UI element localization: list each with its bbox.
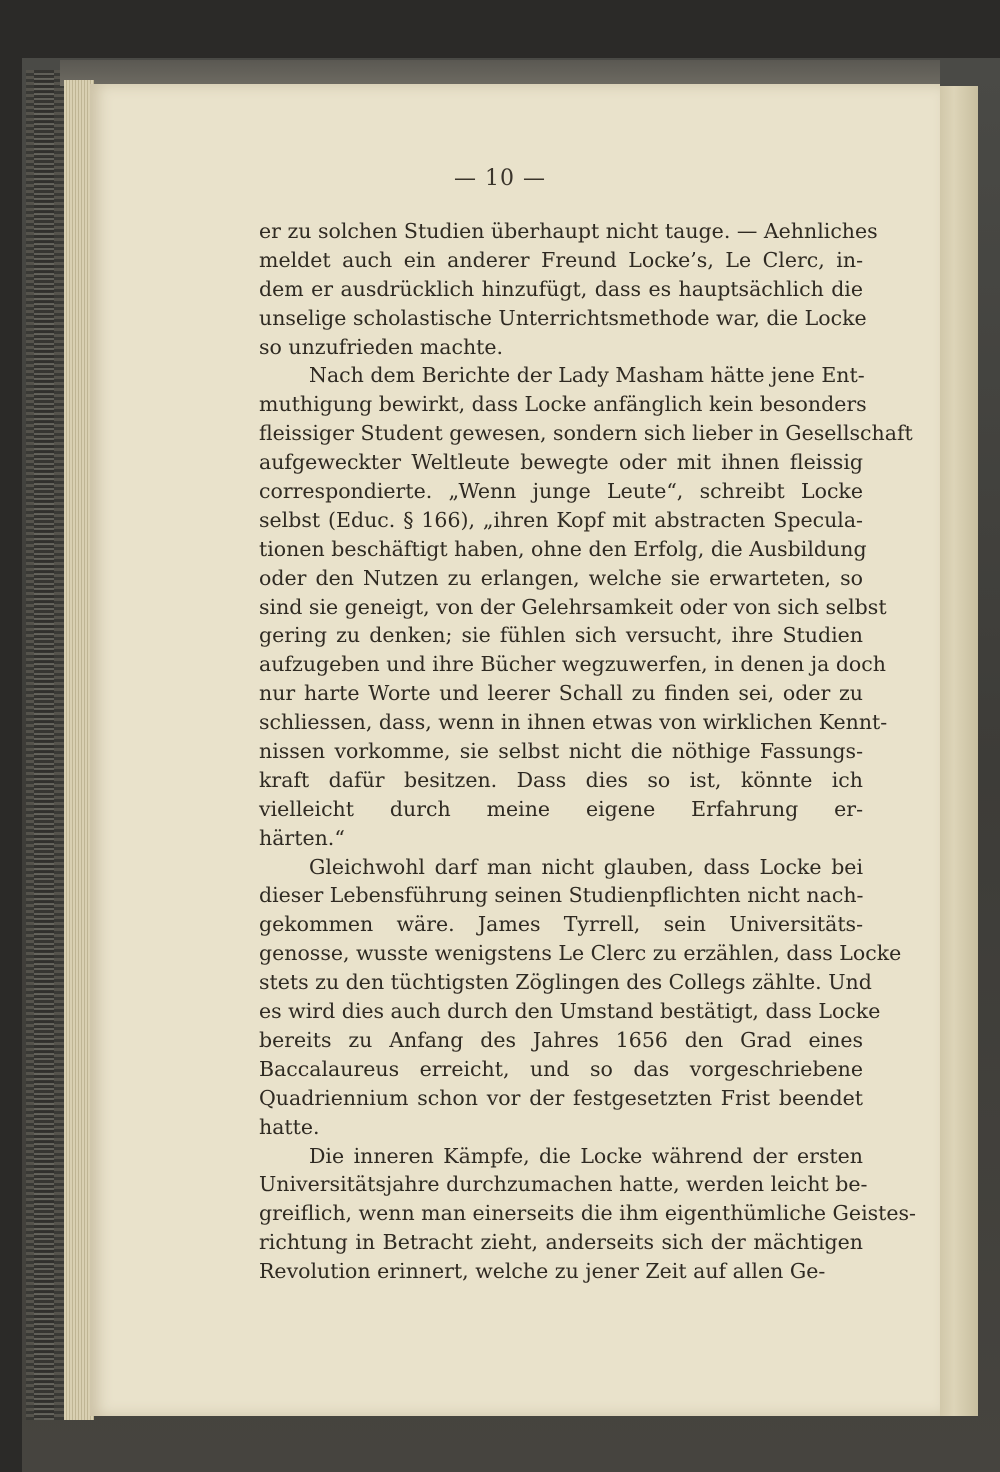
paragraph	[259, 1142, 916, 1286]
text-line: Nach dem Berichte der Lady Masham hätte jene Ent-	[309, 363, 865, 388]
text-line: tionen beschäftigt haben, ohne den Erfolg, die Ausbildung	[259, 536, 867, 561]
page-number: — 10 —	[454, 166, 546, 191]
text-line: härten.“	[259, 825, 345, 850]
text-line: genosse, wusste wenigstens Le Clerc zu erzählen, dass Locke	[259, 941, 902, 966]
page-text	[259, 217, 916, 1286]
text-line: Baccalaureus erreicht, und so das vorgeschriebene	[259, 1056, 863, 1081]
text-line: fleissiger Student gewesen, sondern sich lieber in Gesellschaft	[259, 421, 913, 446]
text-line: greiflich, wenn man einerseits die ihm eigenthümliche Geistes-	[259, 1201, 916, 1226]
text-line: er zu solchen Studien überhaupt nicht tauge. — Aehnliches	[259, 219, 878, 243]
text-line: dem er ausdrücklich hinzufügt, dass es hauptsächlich die	[259, 276, 863, 301]
text-line: so unzufrieden machte.	[259, 334, 504, 359]
text-line: Universitätsjahre durchzumachen hatte, werden leicht be-	[259, 1172, 868, 1197]
text-line: unselige scholastische Unterrichtsmethode war, die Locke	[259, 305, 867, 330]
text-line: vielleicht durch meine eigene Erfahrung er-	[259, 796, 863, 821]
text-line: gekommen wäre. James Tyrrell, sein Universitäts-	[259, 912, 863, 937]
cover-top-edge	[60, 60, 940, 86]
text-line: schliessen, dass, wenn in ihnen etwas von wirklichen Kennt-	[259, 710, 888, 735]
text-line: aufgeweckter Weltleute bewegte oder mit ihnen fleissig	[259, 450, 863, 475]
text-line: richtung in Betracht zieht, anderseits sich der mächtigen	[259, 1230, 863, 1255]
text-line: selbst (Educ. § 166), „ihren Kopf mit abstracten Specula-	[259, 507, 863, 532]
text-line: nur harte Worte und leerer Schall zu finden sei, oder zu	[259, 681, 863, 706]
text-line: nissen vorkomme, sie selbst nicht die nöthige Fassungs-	[259, 739, 863, 764]
text-line: muthigung bewirkt, dass Locke anfänglich kein besonders	[259, 392, 867, 417]
text-line: es wird dies auch durch den Umstand bestätigt, dass Locke	[259, 999, 881, 1024]
text-line: hatte.	[259, 1114, 320, 1139]
paragraph	[259, 217, 878, 361]
text-line: Gleichwohl darf man nicht glauben, dass Locke bei	[309, 854, 863, 879]
text-line: stets zu den tüchtigsten Zöglingen des Collegs zählte. Und	[259, 970, 872, 995]
paragraph	[259, 853, 902, 1142]
text-line: Quadriennium schon vor der festgesetzten Frist beendet	[259, 1085, 863, 1110]
paragraph	[259, 361, 913, 852]
book-spine	[26, 70, 68, 1420]
text-line: Die inneren Kämpfe, die Locke während der ersten	[309, 1143, 863, 1168]
text-line: aufzugeben und ihre Bücher wegzuwerfen, in denen ja doch	[259, 652, 886, 677]
facing-page-edge	[938, 86, 978, 1416]
text-line: oder den Nutzen zu erlangen, welche sie erwarteten, so	[259, 565, 863, 590]
text-line: sind sie geneigt, von der Gelehrsamkeit oder von sich selbst	[259, 594, 887, 619]
text-line: dieser Lebensführung seinen Studienpflichten nicht nach-	[259, 883, 864, 908]
text-line: meldet auch ein anderer Freund Locke’s, Le Clerc, in-	[259, 247, 863, 272]
text-line: correspondierte. „Wenn junge Leute“, schreibt Locke	[259, 479, 863, 504]
text-line: bereits zu Anfang des Jahres 1656 den Grad eines	[259, 1027, 863, 1052]
text-line: Revolution erinnert, welche zu jener Zeit auf allen Ge-	[259, 1259, 826, 1284]
text-line: kraft dafür besitzen. Dass dies so ist, könnte ich	[259, 767, 863, 792]
text-line: gering zu denken; sie fühlen sich versucht, ihre Studien	[259, 623, 863, 648]
